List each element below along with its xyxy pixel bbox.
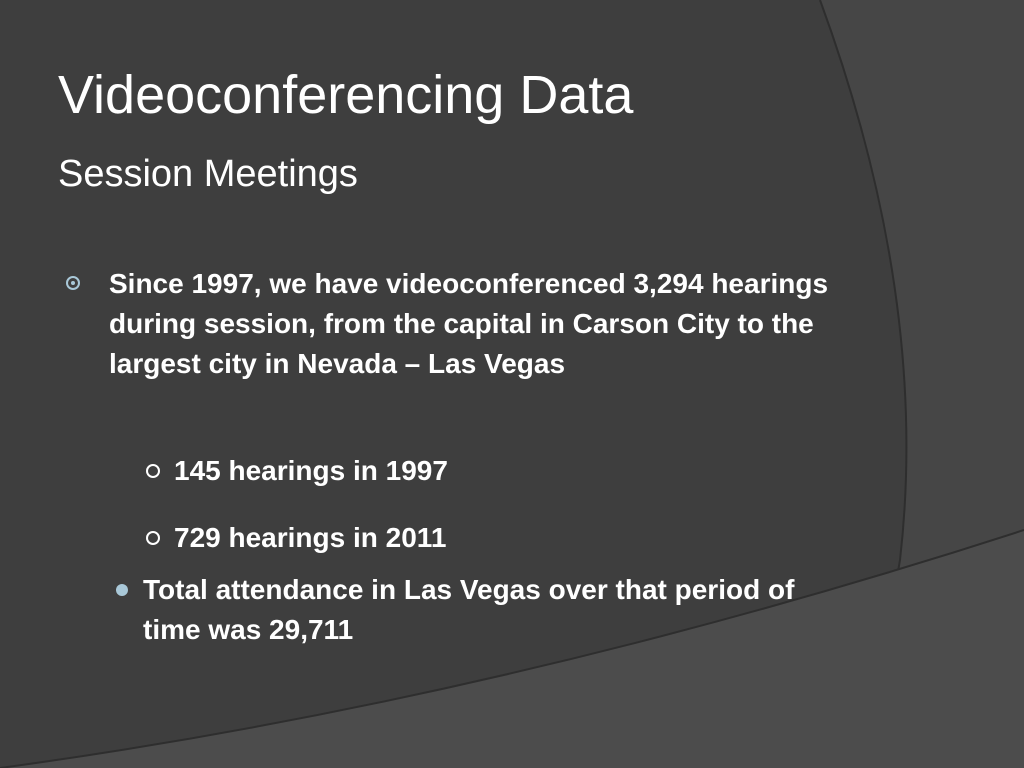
bullet-text: Total attendance in Las Vegas over that period of time was 29,711 xyxy=(143,574,795,645)
slide-title: Videoconferencing Data xyxy=(58,65,634,125)
sub-bullet-item xyxy=(146,522,446,554)
bullet-item xyxy=(116,570,816,650)
open-circle-icon xyxy=(146,464,160,478)
sub-bullet-text: 145 hearings in 1997 xyxy=(174,455,448,486)
bullet-text: Since 1997, we have videoconferenced 3,294 hearings during session, from the capital in Carson City to the largest city in Nevada – Las Vegas xyxy=(109,268,829,379)
bullet-item xyxy=(66,264,856,384)
slide-subtitle: Session Meetings xyxy=(58,153,358,195)
sub-bullet-text: 729 hearings in 2011 xyxy=(174,522,447,553)
open-circle-icon xyxy=(146,531,160,545)
target-circle-icon xyxy=(66,276,80,290)
filled-dot-icon xyxy=(116,584,128,596)
sub-bullet-item xyxy=(146,455,448,487)
